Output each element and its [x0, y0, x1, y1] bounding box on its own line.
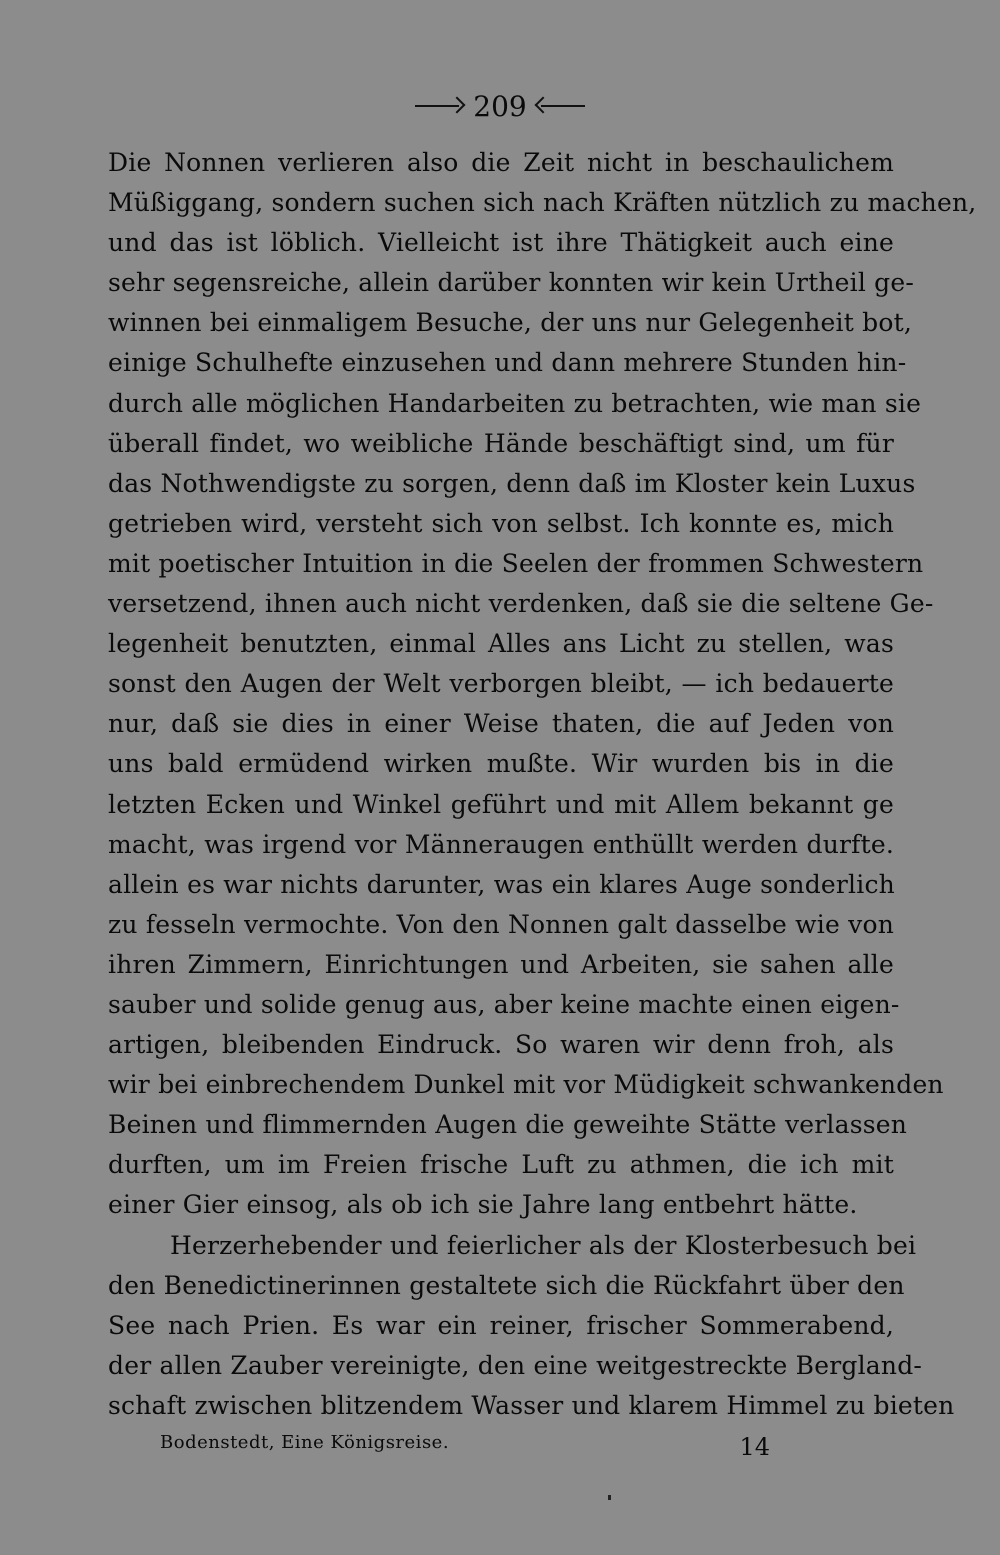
paragraph-start-line: Herzerhebender und feierlicher als der Klosterbesuch bei	[170, 1230, 917, 1260]
text-line: allein es war nichts darunter, was ein klares Auge sonderlich	[108, 869, 895, 899]
text-line: schaft zwischen blitzendem Wasser und klarem Himmel zu bieten	[108, 1390, 955, 1420]
text-line: Müßiggang, sondern suchen sich nach Kräften nützlich zu machen,	[108, 188, 977, 218]
page-header	[0, 84, 1000, 128]
page-footer	[160, 1424, 770, 1460]
text-line: versetzend, ihnen auch nicht verdenken, daß sie die seltene Ge-	[108, 589, 934, 619]
text-line: uns bald ermüdend wirken mußte. Wir wurden bis in die	[108, 749, 894, 779]
text-line: ihren Zimmern, Einrichtungen und Arbeiten, sie sahen alle	[108, 949, 894, 979]
text-line: sauber und solide genug aus, aber keine machte einen eigen-	[108, 989, 900, 1019]
text-line: legenheit benutzten, einmal Alles ans Licht zu stellen, was	[108, 629, 894, 659]
text-line: macht, was irgend vor Männeraugen enthüllt werden durfte.	[108, 829, 894, 859]
text-line: den Benedictinerinnen gestaltete sich die Rückfahrt über den	[108, 1270, 905, 1300]
footer-signature-number: 14	[739, 1433, 770, 1461]
text-line: einige Schulhefte einzusehen und dann mehrere Stunden hin-	[108, 348, 907, 378]
text-line: wir bei einbrechendem Dunkel mit vor Müdigkeit schwankenden	[108, 1070, 944, 1100]
page-number: 209	[473, 89, 527, 123]
body-text	[108, 143, 977, 1426]
text-line: durften, um im Freien frische Luft zu athmen, die ich mit	[108, 1150, 894, 1180]
header-ornament-right	[541, 105, 585, 107]
text-line: durch alle möglichen Handarbeiten zu betrachten, wie man sie	[108, 388, 922, 418]
text-line: einer Gier einsog, als ob ich sie Jahre lang entbehrt hätte.	[108, 1190, 858, 1220]
text-line: der allen Zauber vereinigte, den eine weitgestreckte Bergland-	[108, 1350, 923, 1380]
text-line: See nach Prien. Es war ein reiner, frischer Sommerabend,	[108, 1310, 894, 1340]
text-line: zu fesseln vermochte. Von den Nonnen galt dasselbe wie von	[108, 909, 894, 939]
text-line: Die Nonnen verlieren also die Zeit nicht in beschaulichem	[108, 148, 894, 177]
text-line: sehr segensreiche, allein darüber konnten wir kein Urtheil ge-	[108, 268, 915, 298]
text-line: mit poetischer Intuition in die Seelen der frommen Schwestern	[108, 548, 924, 578]
text-line: und das ist löblich. Vielleicht ist ihre Thätigkeit auch eine	[108, 228, 894, 258]
text-line: letzten Ecken und Winkel geführt und mit Allem bekannt ge	[108, 789, 894, 819]
text-line: getrieben wird, versteht sich von selbst. Ich konnte es, mich	[108, 508, 894, 538]
header-ornament-left	[415, 105, 459, 107]
text-line: das Nothwendigste zu sorgen, denn daß im Kloster kein Luxus	[108, 468, 916, 498]
text-line: sonst den Augen der Welt verborgen bleibt, — ich bedauerte	[108, 669, 894, 699]
text-line: winnen bei einmaligem Besuche, der uns nur Gelegenheit bot,	[108, 308, 912, 338]
text-line: nur, daß sie dies in einer Weise thaten, die auf Jeden von	[108, 709, 894, 739]
scan-speck	[608, 1495, 611, 1500]
text-line: artigen, bleibenden Eindruck. So waren wir denn froh, als	[108, 1030, 894, 1060]
text-line: überall findet, wo weibliche Hände beschäftigt sind, um für	[108, 428, 894, 458]
text-line: Beinen und flimmernden Augen die geweihte Stätte verlassen	[108, 1110, 908, 1140]
footer-book-title: Bodenstedt, Eine Königsreise.	[160, 1431, 450, 1453]
